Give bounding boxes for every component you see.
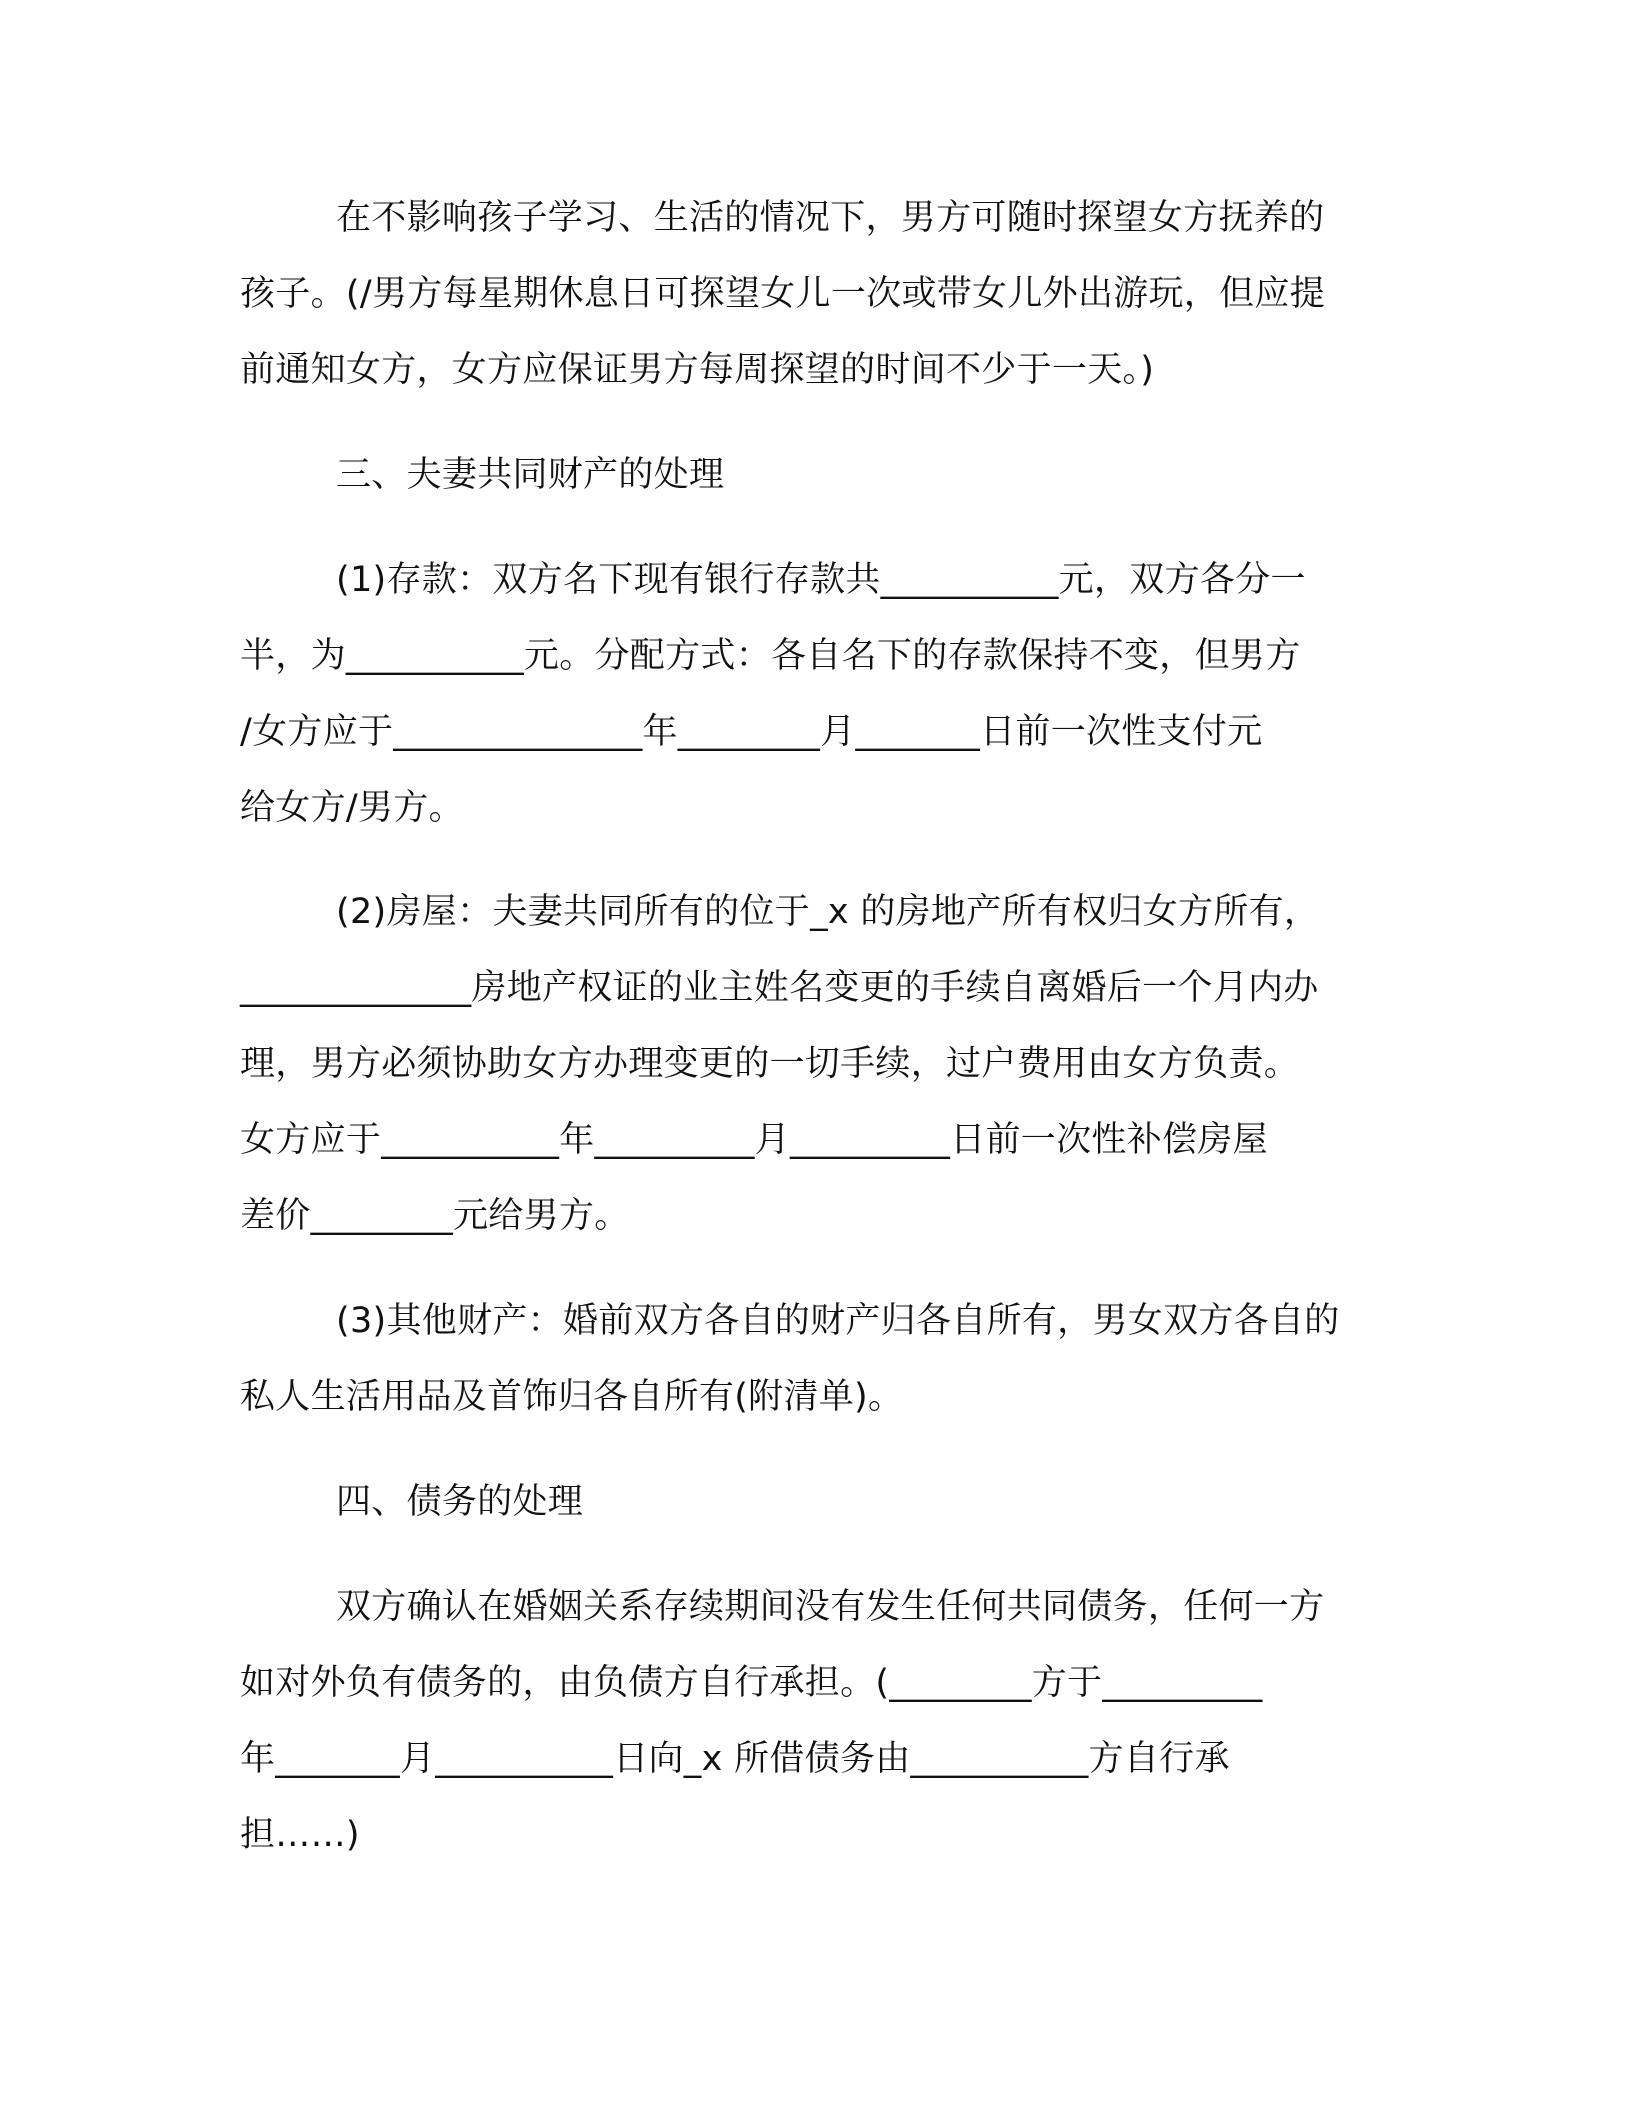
paragraph-debts-line-4: 担……) [240,1815,360,1855]
paragraph-other-property-line-1: (3)其他财产：婚前双方各自的财产归各自所有，男女双方各自的 [336,1301,1340,1341]
paragraph-visitation-line-3: 前通知女方，女方应保证男方每周探望的时间不少于一天。) [240,350,1155,390]
paragraph-deposits-line-2: 半，为__________元。分配方式：各自名下的存款保持不变，但男方 [240,636,1301,676]
paragraph-house-line-4: 女方应于__________年_________月_________日前一次性补偿房屋 [240,1120,1268,1160]
paragraph-debts-line-3: 年_______月__________日向_x 所借债务由__________方自行承 [240,1739,1230,1779]
paragraph-debts-line-2: 如对外负有债务的，由负债方自行承担。(________方于_________ [240,1663,1263,1703]
paragraph-deposits-line-1: (1)存款：双方名下现有银行存款共__________元，双方各分一 [336,560,1306,600]
section-4-heading: 四、债务的处理 [336,1482,584,1522]
paragraph-other-property-line-2: 私人生活用品及首饰归各自所有(附清单)。 [240,1377,904,1417]
paragraph-house-line-1: (2)房屋：夫妻共同所有的位于_x 的房地产所有权归女方所有， [336,892,1320,932]
paragraph-visitation-line-2: 孩子。(/男方每星期休息日可探望女儿一次或带女儿外出游玩，但应提 [240,274,1326,314]
paragraph-house-line-3: 理，男方必须协助女方办理变更的一切手续，过户费用由女方负责。 [240,1044,1300,1084]
paragraph-debts-line-1: 双方确认在婚姻关系存续期间没有发生任何共同债务，任何一方 [336,1587,1325,1627]
paragraph-house-line-2: _____________房地产权证的业主姓名变更的手续自离婚后一个月内办 [240,968,1319,1008]
paragraph-house-line-5: 差价________元给男方。 [240,1196,630,1236]
paragraph-visitation-line-1: 在不影响孩子学习、生活的情况下，男方可随时探望女方抚养的 [336,198,1325,238]
paragraph-deposits-line-3: /女方应于______________年________月_______日前一次性支付元 [240,712,1263,752]
section-3-heading: 三、夫妻共同财产的处理 [336,455,725,495]
paragraph-deposits-line-4: 给女方/男方。 [240,788,464,828]
